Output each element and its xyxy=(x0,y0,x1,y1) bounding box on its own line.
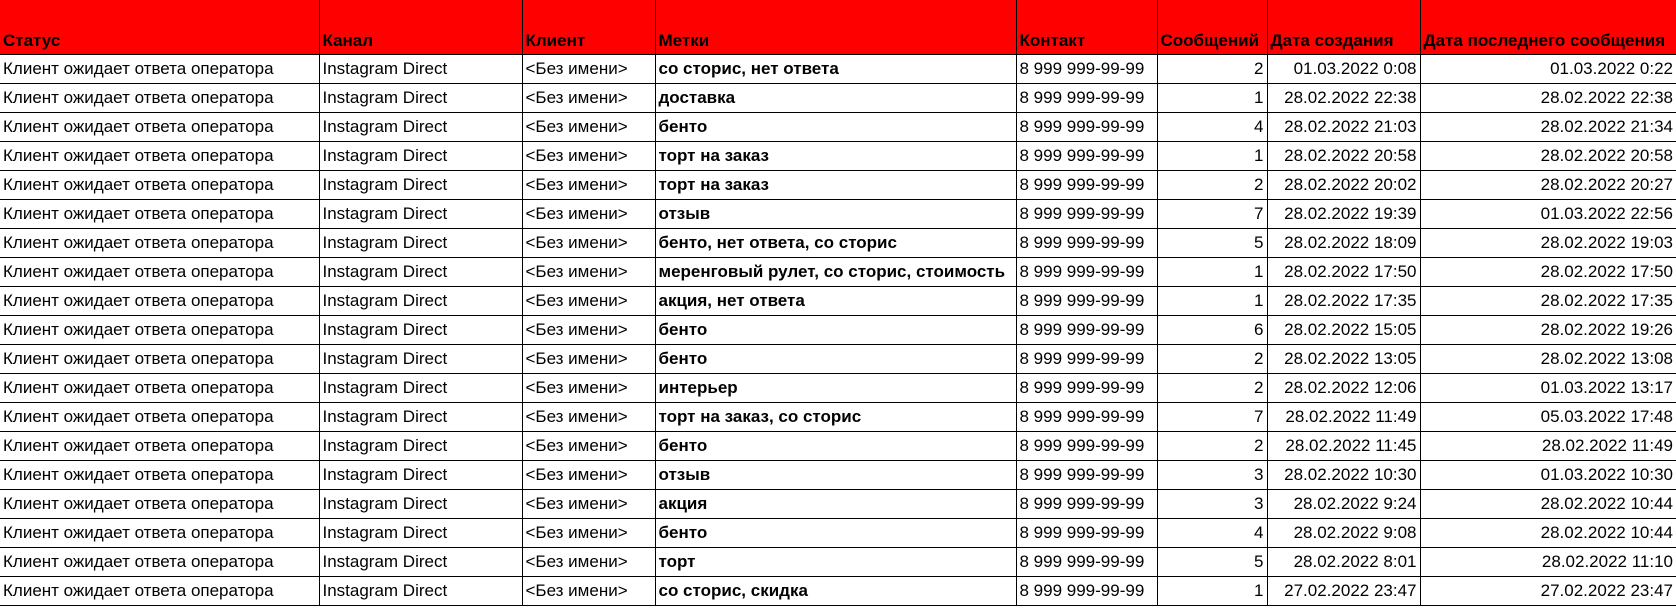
header-contact[interactable]: Контакт xyxy=(1016,0,1157,55)
cell-channel[interactable]: Instagram Direct xyxy=(319,258,522,287)
cell-messages[interactable]: 1 xyxy=(1157,577,1267,606)
cell-client[interactable]: <Без имени> xyxy=(522,55,655,84)
cell-channel[interactable]: Instagram Direct xyxy=(319,55,522,84)
cell-tags[interactable]: бенто xyxy=(655,519,1016,548)
cell-contact[interactable]: 8 999 999-99-99 xyxy=(1016,432,1157,461)
cell-last-message-date[interactable]: 28.02.2022 13:08 xyxy=(1420,345,1676,374)
cell-status[interactable]: Клиент ожидает ответа оператора xyxy=(0,55,319,84)
cell-channel[interactable]: Instagram Direct xyxy=(319,113,522,142)
cell-last-message-date[interactable]: 28.02.2022 20:58 xyxy=(1420,142,1676,171)
header-last-message-date[interactable]: Дата последнего сообщения xyxy=(1420,0,1676,55)
cell-status[interactable]: Клиент ожидает ответа оператора xyxy=(0,229,319,258)
cell-last-message-date[interactable]: 27.02.2022 23:47 xyxy=(1420,577,1676,606)
cell-created-date[interactable]: 28.02.2022 21:03 xyxy=(1267,113,1420,142)
cell-channel[interactable]: Instagram Direct xyxy=(319,171,522,200)
cell-tags[interactable]: торт xyxy=(655,548,1016,577)
cell-tags[interactable]: бенто xyxy=(655,345,1016,374)
cell-channel[interactable]: Instagram Direct xyxy=(319,374,522,403)
cell-contact[interactable]: 8 999 999-99-99 xyxy=(1016,229,1157,258)
cell-created-date[interactable]: 28.02.2022 13:05 xyxy=(1267,345,1420,374)
cell-messages[interactable]: 2 xyxy=(1157,374,1267,403)
cell-contact[interactable]: 8 999 999-99-99 xyxy=(1016,55,1157,84)
cell-status[interactable]: Клиент ожидает ответа оператора xyxy=(0,345,319,374)
cell-contact[interactable]: 8 999 999-99-99 xyxy=(1016,287,1157,316)
cell-status[interactable]: Клиент ожидает ответа оператора xyxy=(0,461,319,490)
cell-contact[interactable]: 8 999 999-99-99 xyxy=(1016,548,1157,577)
cell-last-message-date[interactable]: 05.03.2022 17:48 xyxy=(1420,403,1676,432)
cell-tags[interactable]: акция xyxy=(655,490,1016,519)
cell-channel[interactable]: Instagram Direct xyxy=(319,548,522,577)
cell-status[interactable]: Клиент ожидает ответа оператора xyxy=(0,200,319,229)
table-row xyxy=(0,142,1676,171)
table-body xyxy=(0,55,1676,606)
cell-client[interactable]: <Без имени> xyxy=(522,374,655,403)
cell-tags[interactable]: бенто xyxy=(655,316,1016,345)
cell-messages[interactable]: 2 xyxy=(1157,171,1267,200)
cell-last-message-date[interactable]: 28.02.2022 19:26 xyxy=(1420,316,1676,345)
cell-channel[interactable]: Instagram Direct xyxy=(319,519,522,548)
header-channel[interactable]: Канал xyxy=(319,0,522,55)
table-row xyxy=(0,519,1676,548)
cell-tags[interactable]: бенто, нет ответа, со сторис xyxy=(655,229,1016,258)
cell-last-message-date[interactable]: 28.02.2022 11:49 xyxy=(1420,432,1676,461)
header-row xyxy=(0,0,1676,55)
table-row xyxy=(0,461,1676,490)
cell-messages[interactable]: 4 xyxy=(1157,113,1267,142)
cell-last-message-date[interactable]: 28.02.2022 17:50 xyxy=(1420,258,1676,287)
cell-messages[interactable]: 5 xyxy=(1157,548,1267,577)
table-row xyxy=(0,84,1676,113)
cell-contact[interactable]: 8 999 999-99-99 xyxy=(1016,374,1157,403)
cell-created-date[interactable]: 28.02.2022 17:50 xyxy=(1267,258,1420,287)
cell-tags[interactable]: бенто xyxy=(655,432,1016,461)
cell-client[interactable]: <Без имени> xyxy=(522,519,655,548)
table-row xyxy=(0,229,1676,258)
cell-contact[interactable]: 8 999 999-99-99 xyxy=(1016,519,1157,548)
table-row xyxy=(0,490,1676,519)
cell-tags[interactable]: торт на заказ xyxy=(655,171,1016,200)
cell-last-message-date[interactable]: 01.03.2022 22:56 xyxy=(1420,200,1676,229)
cell-last-message-date[interactable]: 28.02.2022 20:27 xyxy=(1420,171,1676,200)
table-row xyxy=(0,432,1676,461)
cell-messages[interactable]: 7 xyxy=(1157,403,1267,432)
cell-channel[interactable]: Instagram Direct xyxy=(319,142,522,171)
cell-contact[interactable]: 8 999 999-99-99 xyxy=(1016,403,1157,432)
cell-tags[interactable]: со сторис, нет ответа xyxy=(655,55,1016,84)
cell-last-message-date[interactable]: 28.02.2022 19:03 xyxy=(1420,229,1676,258)
cell-channel[interactable]: Instagram Direct xyxy=(319,229,522,258)
cell-client[interactable]: <Без имени> xyxy=(522,403,655,432)
cell-channel[interactable]: Instagram Direct xyxy=(319,345,522,374)
cell-client[interactable]: <Без имени> xyxy=(522,113,655,142)
cell-client[interactable]: <Без имени> xyxy=(522,258,655,287)
cell-channel[interactable]: Instagram Direct xyxy=(319,84,522,113)
cell-tags[interactable]: отзыв xyxy=(655,200,1016,229)
cell-client[interactable]: <Без имени> xyxy=(522,171,655,200)
cell-status[interactable]: Клиент ожидает ответа оператора xyxy=(0,316,319,345)
cell-channel[interactable]: Instagram Direct xyxy=(319,461,522,490)
cell-messages[interactable]: 2 xyxy=(1157,55,1267,84)
cell-messages[interactable]: 6 xyxy=(1157,316,1267,345)
cell-client[interactable]: <Без имени> xyxy=(522,316,655,345)
cell-messages[interactable]: 2 xyxy=(1157,345,1267,374)
cell-channel[interactable]: Instagram Direct xyxy=(319,490,522,519)
cell-client[interactable]: <Без имени> xyxy=(522,142,655,171)
cell-client[interactable]: <Без имени> xyxy=(522,432,655,461)
table-row xyxy=(0,55,1676,84)
cell-created-date[interactable]: 28.02.2022 9:24 xyxy=(1267,490,1420,519)
cell-status[interactable]: Клиент ожидает ответа оператора xyxy=(0,287,319,316)
cell-status[interactable]: Клиент ожидает ответа оператора xyxy=(0,374,319,403)
cell-channel[interactable]: Instagram Direct xyxy=(319,287,522,316)
cell-tags[interactable]: торт на заказ xyxy=(655,142,1016,171)
cell-status[interactable]: Клиент ожидает ответа оператора xyxy=(0,142,319,171)
cell-status[interactable]: Клиент ожидает ответа оператора xyxy=(0,519,319,548)
cell-channel[interactable]: Instagram Direct xyxy=(319,403,522,432)
cell-contact[interactable]: 8 999 999-99-99 xyxy=(1016,200,1157,229)
cell-contact[interactable]: 8 999 999-99-99 xyxy=(1016,113,1157,142)
cell-status[interactable]: Клиент ожидает ответа оператора xyxy=(0,490,319,519)
cell-created-date[interactable]: 28.02.2022 10:30 xyxy=(1267,461,1420,490)
cell-tags[interactable]: со сторис, скидка xyxy=(655,577,1016,606)
cell-created-date[interactable]: 28.02.2022 15:05 xyxy=(1267,316,1420,345)
cell-created-date[interactable]: 28.02.2022 8:01 xyxy=(1267,548,1420,577)
cell-created-date[interactable]: 28.02.2022 20:58 xyxy=(1267,142,1420,171)
table-row xyxy=(0,548,1676,577)
cell-messages[interactable]: 3 xyxy=(1157,490,1267,519)
cell-client[interactable]: <Без имени> xyxy=(522,229,655,258)
table-row xyxy=(0,113,1676,142)
cell-client[interactable]: <Без имени> xyxy=(522,577,655,606)
table-row xyxy=(0,258,1676,287)
cell-tags[interactable]: бенто xyxy=(655,113,1016,142)
cell-messages[interactable]: 1 xyxy=(1157,84,1267,113)
cell-last-message-date[interactable]: 28.02.2022 10:44 xyxy=(1420,519,1676,548)
cell-last-message-date[interactable]: 01.03.2022 10:30 xyxy=(1420,461,1676,490)
header-tags[interactable]: Метки xyxy=(655,0,1016,55)
cell-status[interactable]: Клиент ожидает ответа оператора xyxy=(0,84,319,113)
cell-client[interactable]: <Без имени> xyxy=(522,84,655,113)
cell-created-date[interactable]: 28.02.2022 11:45 xyxy=(1267,432,1420,461)
cell-tags[interactable]: торт на заказ, со сторис xyxy=(655,403,1016,432)
table-row xyxy=(0,345,1676,374)
cell-status[interactable]: Клиент ожидает ответа оператора xyxy=(0,113,319,142)
cell-status[interactable]: Клиент ожидает ответа оператора xyxy=(0,171,319,200)
cell-messages[interactable]: 3 xyxy=(1157,461,1267,490)
cell-last-message-date[interactable]: 28.02.2022 11:10 xyxy=(1420,548,1676,577)
cell-created-date[interactable]: 28.02.2022 17:35 xyxy=(1267,287,1420,316)
table-row xyxy=(0,287,1676,316)
table-row xyxy=(0,374,1676,403)
cell-channel[interactable]: Instagram Direct xyxy=(319,577,522,606)
cell-created-date[interactable]: 28.02.2022 11:49 xyxy=(1267,403,1420,432)
cell-last-message-date[interactable]: 28.02.2022 22:38 xyxy=(1420,84,1676,113)
cell-client[interactable]: <Без имени> xyxy=(522,287,655,316)
cell-status[interactable]: Клиент ожидает ответа оператора xyxy=(0,548,319,577)
header-status[interactable]: Статус xyxy=(0,0,319,55)
cell-last-message-date[interactable]: 28.02.2022 17:35 xyxy=(1420,287,1676,316)
table-row xyxy=(0,316,1676,345)
cell-created-date[interactable]: 28.02.2022 20:02 xyxy=(1267,171,1420,200)
cell-messages[interactable]: 1 xyxy=(1157,142,1267,171)
cell-tags[interactable]: отзыв xyxy=(655,461,1016,490)
cell-tags[interactable]: доставка xyxy=(655,84,1016,113)
table-row xyxy=(0,577,1676,606)
cell-status[interactable]: Клиент ожидает ответа оператора xyxy=(0,432,319,461)
cell-client[interactable]: <Без имени> xyxy=(522,490,655,519)
cell-contact[interactable]: 8 999 999-99-99 xyxy=(1016,171,1157,200)
cell-status[interactable]: Клиент ожидает ответа оператора xyxy=(0,403,319,432)
cell-channel[interactable]: Instagram Direct xyxy=(319,316,522,345)
cell-contact[interactable]: 8 999 999-99-99 xyxy=(1016,577,1157,606)
cell-contact[interactable]: 8 999 999-99-99 xyxy=(1016,316,1157,345)
table-row xyxy=(0,171,1676,200)
cell-last-message-date[interactable]: 01.03.2022 13:17 xyxy=(1420,374,1676,403)
cell-contact[interactable]: 8 999 999-99-99 xyxy=(1016,461,1157,490)
cell-status[interactable]: Клиент ожидает ответа оператора xyxy=(0,258,319,287)
cell-messages[interactable]: 7 xyxy=(1157,200,1267,229)
table-row xyxy=(0,403,1676,432)
cell-channel[interactable]: Instagram Direct xyxy=(319,200,522,229)
header-created-date[interactable]: Дата создания xyxy=(1267,0,1420,55)
cell-contact[interactable]: 8 999 999-99-99 xyxy=(1016,84,1157,113)
cell-client[interactable]: <Без имени> xyxy=(522,200,655,229)
cell-contact[interactable]: 8 999 999-99-99 xyxy=(1016,490,1157,519)
header-messages[interactable]: Сообщений xyxy=(1157,0,1267,55)
cell-last-message-date[interactable]: 28.02.2022 10:44 xyxy=(1420,490,1676,519)
cell-created-date[interactable]: 01.03.2022 0:08 xyxy=(1267,55,1420,84)
cell-status[interactable]: Клиент ожидает ответа оператора xyxy=(0,577,319,606)
cell-created-date[interactable]: 28.02.2022 9:08 xyxy=(1267,519,1420,548)
header-client[interactable]: Клиент xyxy=(522,0,655,55)
table-row xyxy=(0,200,1676,229)
cell-created-date[interactable]: 28.02.2022 22:38 xyxy=(1267,84,1420,113)
cell-messages[interactable]: 2 xyxy=(1157,432,1267,461)
cell-messages[interactable]: 5 xyxy=(1157,229,1267,258)
cell-tags[interactable]: интерьер xyxy=(655,374,1016,403)
cell-messages[interactable]: 1 xyxy=(1157,287,1267,316)
cell-created-date[interactable]: 28.02.2022 19:39 xyxy=(1267,200,1420,229)
cell-contact[interactable]: 8 999 999-99-99 xyxy=(1016,345,1157,374)
cell-channel[interactable]: Instagram Direct xyxy=(319,432,522,461)
cell-messages[interactable]: 4 xyxy=(1157,519,1267,548)
cell-contact[interactable]: 8 999 999-99-99 xyxy=(1016,258,1157,287)
cell-created-date[interactable]: 27.02.2022 23:47 xyxy=(1267,577,1420,606)
cell-tags[interactable]: меренговый рулет, со сторис, стоимость xyxy=(655,258,1016,287)
cell-messages[interactable]: 1 xyxy=(1157,258,1267,287)
cell-client[interactable]: <Без имени> xyxy=(522,548,655,577)
cell-created-date[interactable]: 28.02.2022 18:09 xyxy=(1267,229,1420,258)
cell-client[interactable]: <Без имени> xyxy=(522,461,655,490)
cell-last-message-date[interactable]: 28.02.2022 21:34 xyxy=(1420,113,1676,142)
cell-last-message-date[interactable]: 01.03.2022 0:22 xyxy=(1420,55,1676,84)
cell-tags[interactable]: акция, нет ответа xyxy=(655,287,1016,316)
cell-created-date[interactable]: 28.02.2022 12:06 xyxy=(1267,374,1420,403)
cell-contact[interactable]: 8 999 999-99-99 xyxy=(1016,142,1157,171)
cell-client[interactable]: <Без имени> xyxy=(522,345,655,374)
